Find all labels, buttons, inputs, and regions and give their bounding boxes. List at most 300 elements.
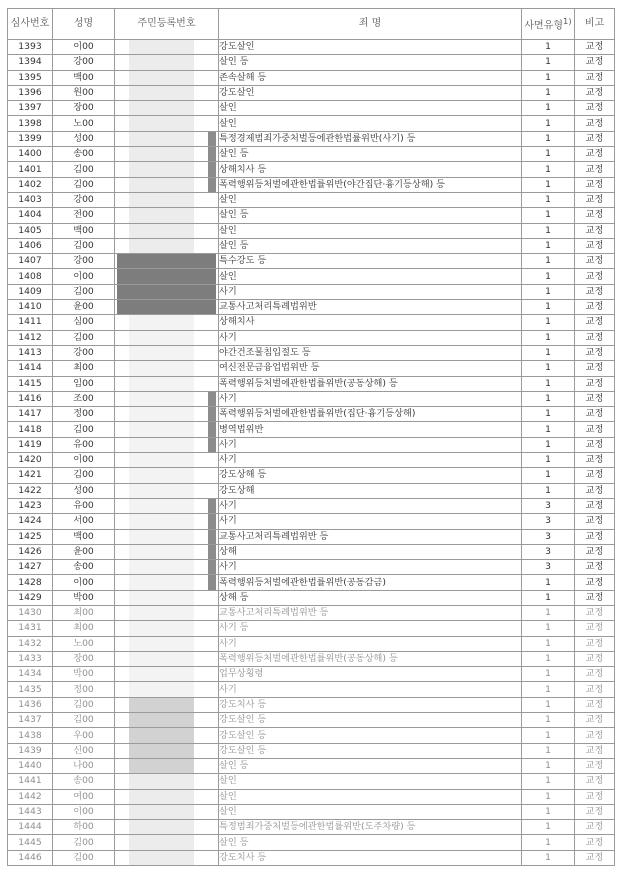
row-crime: 폭력행위등처벌에관한법률위반(야간집단·흉기등상해) 등: [219, 177, 522, 192]
redaction-blur: [117, 300, 216, 314]
row-name: 김00: [53, 284, 115, 299]
row-type: 1: [522, 713, 575, 728]
row-note: 교정: [575, 315, 615, 330]
redaction-blur: [129, 392, 194, 406]
row-name: 송00: [53, 774, 115, 789]
row-number: 1446: [8, 850, 53, 865]
row-name: 장00: [53, 651, 115, 666]
header-type-footnote: 1): [563, 16, 572, 27]
row-type: 1: [522, 269, 575, 284]
row-type: 1: [522, 621, 575, 636]
row-id-number-redacted: [115, 300, 219, 315]
row-number: 1398: [8, 116, 53, 131]
row-id-number-redacted: [115, 590, 219, 605]
row-name: 송00: [53, 147, 115, 162]
row-type: 1: [522, 223, 575, 238]
row-name: 김00: [53, 697, 115, 712]
row-type: 1: [522, 345, 575, 360]
table-row: [8, 514, 615, 529]
row-note: 교정: [575, 789, 615, 804]
row-name: 윤00: [53, 544, 115, 559]
table-row: [8, 85, 615, 100]
row-note: 교정: [575, 85, 615, 100]
row-crime: 교통사고처리특례법위반 등: [219, 529, 522, 544]
row-name: 강00: [53, 55, 115, 70]
row-note: 교정: [575, 728, 615, 743]
redaction-blur: [129, 116, 194, 130]
row-number: 1422: [8, 483, 53, 498]
row-number: 1395: [8, 70, 53, 85]
row-name: 우00: [53, 728, 115, 743]
redaction-edge: [208, 392, 216, 406]
row-name: 성00: [53, 483, 115, 498]
table-row: [8, 636, 615, 651]
row-type: 1: [522, 605, 575, 620]
row-id-number-redacted: [115, 162, 219, 177]
row-crime: 존속살해 등: [219, 70, 522, 85]
redaction-edge: [208, 499, 216, 513]
table-row: [8, 391, 615, 406]
row-number: 1421: [8, 468, 53, 483]
row-crime: 강도살인 등: [219, 713, 522, 728]
row-type: 1: [522, 85, 575, 100]
row-number: 1435: [8, 682, 53, 697]
redaction-blur: [129, 71, 194, 85]
row-note: 교정: [575, 147, 615, 162]
row-name: 이00: [53, 269, 115, 284]
row-type: 1: [522, 850, 575, 865]
row-name: 김00: [53, 713, 115, 728]
row-note: 교정: [575, 131, 615, 146]
redaction-blur: [129, 453, 194, 467]
header-name: 성명: [53, 9, 115, 40]
redaction-blur: [117, 269, 216, 283]
redaction-blur: [129, 606, 194, 620]
table-row: [8, 407, 615, 422]
row-crime: 병역법위반: [219, 422, 522, 437]
row-type: 1: [522, 820, 575, 835]
row-crime: 상해치사: [219, 315, 522, 330]
row-number: 1434: [8, 667, 53, 682]
row-number: 1423: [8, 498, 53, 513]
row-number: 1439: [8, 743, 53, 758]
redaction-blur: [129, 407, 194, 421]
redaction-blur: [129, 545, 194, 559]
table-row: [8, 850, 615, 865]
row-type: 1: [522, 407, 575, 422]
row-crime: 살인: [219, 789, 522, 804]
redaction-blur: [129, 575, 194, 589]
table-row: [8, 590, 615, 605]
redaction-edge: [208, 545, 216, 559]
row-crime: 살인: [219, 269, 522, 284]
row-id-number-redacted: [115, 238, 219, 253]
table-row: [8, 422, 615, 437]
row-number: 1424: [8, 514, 53, 529]
row-name: 김00: [53, 330, 115, 345]
redaction-blur: [129, 162, 194, 176]
row-number: 1405: [8, 223, 53, 238]
row-number: 1410: [8, 300, 53, 315]
row-name: 정00: [53, 407, 115, 422]
row-id-number-redacted: [115, 422, 219, 437]
row-crime: 특정경제범죄가중처벌등에관한법률위반(사기) 등: [219, 131, 522, 146]
row-note: 교정: [575, 223, 615, 238]
row-note: 교정: [575, 300, 615, 315]
redaction-blur: [129, 239, 194, 253]
header-id-number: 주민등록번호: [115, 9, 219, 40]
row-type: 1: [522, 743, 575, 758]
row-number: 1440: [8, 758, 53, 773]
row-note: 교정: [575, 162, 615, 177]
row-note: 교정: [575, 453, 615, 468]
redaction-blur: [129, 682, 194, 696]
row-crime: 사기: [219, 498, 522, 513]
row-id-number-redacted: [115, 713, 219, 728]
row-id-number-redacted: [115, 40, 219, 55]
table-row: [8, 453, 615, 468]
row-number: 1436: [8, 697, 53, 712]
row-note: 교정: [575, 345, 615, 360]
row-id-number-redacted: [115, 651, 219, 666]
redaction-blur: [129, 438, 194, 452]
row-note: 교정: [575, 560, 615, 575]
row-note: 교정: [575, 422, 615, 437]
row-name: 장00: [53, 101, 115, 116]
table-row: [8, 820, 615, 835]
table-row: [8, 376, 615, 391]
row-number: 1412: [8, 330, 53, 345]
row-crime: 강도살인: [219, 40, 522, 55]
table-row: [8, 300, 615, 315]
row-id-number-redacted: [115, 605, 219, 620]
redaction-blur: [117, 285, 216, 299]
table-row: [8, 758, 615, 773]
row-crime: 교통사고처리특례법위반 등: [219, 605, 522, 620]
row-number: 1416: [8, 391, 53, 406]
row-name: 서00: [53, 514, 115, 529]
row-note: 교정: [575, 116, 615, 131]
redaction-blur: [129, 147, 194, 161]
redaction-edge: [208, 575, 216, 589]
table-row: [8, 223, 615, 238]
row-type: 1: [522, 789, 575, 804]
table-row: [8, 147, 615, 162]
row-crime: 살인: [219, 223, 522, 238]
table-row: [8, 667, 615, 682]
row-note: 교정: [575, 208, 615, 223]
row-type: 3: [522, 544, 575, 559]
redaction-blur: [117, 254, 216, 268]
row-id-number-redacted: [115, 453, 219, 468]
redaction-blur: [129, 591, 194, 605]
row-number: 1394: [8, 55, 53, 70]
row-id-number-redacted: [115, 498, 219, 513]
row-crime: 살인 등: [219, 55, 522, 70]
row-type: 1: [522, 177, 575, 192]
redaction-blur: [129, 652, 194, 666]
row-id-number-redacted: [115, 192, 219, 207]
row-note: 교정: [575, 774, 615, 789]
row-number: 1407: [8, 254, 53, 269]
row-id-number-redacted: [115, 85, 219, 100]
row-type: 1: [522, 101, 575, 116]
table-row: [8, 544, 615, 559]
row-type: 3: [522, 560, 575, 575]
row-name: 이00: [53, 804, 115, 819]
redaction-blur: [129, 193, 194, 207]
row-name: 하00: [53, 820, 115, 835]
row-crime: 야간건조물침입절도 등: [219, 345, 522, 360]
row-note: 교정: [575, 713, 615, 728]
redaction-blur: [129, 377, 194, 391]
table-row: [8, 789, 615, 804]
row-id-number-redacted: [115, 575, 219, 590]
redaction-blur: [129, 744, 194, 758]
row-number: 1443: [8, 804, 53, 819]
row-name: 백00: [53, 529, 115, 544]
row-crime: 강도치사 등: [219, 697, 522, 712]
table-row: [8, 345, 615, 360]
row-note: 교정: [575, 758, 615, 773]
row-number: 1441: [8, 774, 53, 789]
table-row: [8, 437, 615, 452]
row-note: 교정: [575, 483, 615, 498]
redaction-blur: [129, 774, 194, 788]
row-crime: 특정범죄가중처벌등에관한법률위반(도주차량) 등: [219, 820, 522, 835]
row-type: 1: [522, 575, 575, 590]
row-id-number-redacted: [115, 177, 219, 192]
row-type: 1: [522, 131, 575, 146]
row-crime: 살인 등: [219, 758, 522, 773]
redaction-blur: [129, 499, 194, 513]
row-name: 박00: [53, 590, 115, 605]
row-note: 교정: [575, 850, 615, 865]
row-crime: 살인: [219, 804, 522, 819]
row-note: 교정: [575, 238, 615, 253]
row-id-number-redacted: [115, 407, 219, 422]
table-row: [8, 560, 615, 575]
row-number: 1425: [8, 529, 53, 544]
row-name: 백00: [53, 223, 115, 238]
row-crime: 교통사고처리특례법위반: [219, 300, 522, 315]
row-type: 1: [522, 315, 575, 330]
row-note: 교정: [575, 636, 615, 651]
redaction-blur: [129, 667, 194, 681]
row-type: 3: [522, 529, 575, 544]
row-crime: 강도살인: [219, 85, 522, 100]
row-number: 1428: [8, 575, 53, 590]
row-type: 1: [522, 391, 575, 406]
row-type: 1: [522, 147, 575, 162]
redaction-edge: [208, 178, 216, 192]
row-note: 교정: [575, 544, 615, 559]
pardon-list-table: [7, 8, 615, 866]
redaction-blur: [129, 346, 194, 360]
redaction-blur: [129, 331, 194, 345]
table-row: [8, 116, 615, 131]
row-type: 1: [522, 162, 575, 177]
row-note: 교정: [575, 70, 615, 85]
row-crime: 폭력행위등처벌에관한법률위반(공동상해) 등: [219, 651, 522, 666]
redaction-blur: [129, 728, 194, 742]
row-number: 1404: [8, 208, 53, 223]
row-crime: 상해 등: [219, 590, 522, 605]
table-row: [8, 101, 615, 116]
row-note: 교정: [575, 575, 615, 590]
table-row: [8, 621, 615, 636]
row-note: 교정: [575, 407, 615, 422]
redaction-edge: [208, 407, 216, 421]
row-id-number-redacted: [115, 682, 219, 697]
row-number: 1432: [8, 636, 53, 651]
row-name: 신00: [53, 743, 115, 758]
row-note: 교정: [575, 192, 615, 207]
row-name: 백00: [53, 70, 115, 85]
row-id-number-redacted: [115, 529, 219, 544]
row-crime: 살인 등: [219, 208, 522, 223]
table-row: [8, 651, 615, 666]
row-crime: 강도살인 등: [219, 743, 522, 758]
row-name: 최00: [53, 605, 115, 620]
row-type: 1: [522, 361, 575, 376]
row-id-number-redacted: [115, 743, 219, 758]
row-type: 1: [522, 728, 575, 743]
table-row: [8, 743, 615, 758]
redaction-blur: [129, 86, 194, 100]
row-type: 1: [522, 651, 575, 666]
row-number: 1413: [8, 345, 53, 360]
row-note: 교정: [575, 177, 615, 192]
row-note: 교정: [575, 804, 615, 819]
row-crime: 사기: [219, 391, 522, 406]
row-id-number-redacted: [115, 774, 219, 789]
header-crime: 죄 명: [219, 9, 522, 40]
redaction-blur: [129, 790, 194, 804]
row-type: 1: [522, 422, 575, 437]
table-row: [8, 605, 615, 620]
table-row: [8, 682, 615, 697]
row-id-number-redacted: [115, 820, 219, 835]
row-name: 유00: [53, 498, 115, 513]
redaction-blur: [129, 361, 194, 375]
row-name: 김00: [53, 162, 115, 177]
row-crime: 살인: [219, 192, 522, 207]
row-note: 교정: [575, 284, 615, 299]
redaction-blur: [129, 422, 194, 436]
row-note: 교정: [575, 101, 615, 116]
row-number: 1415: [8, 376, 53, 391]
table-row: [8, 361, 615, 376]
row-name: 조00: [53, 391, 115, 406]
row-number: 1411: [8, 315, 53, 330]
row-number: 1442: [8, 789, 53, 804]
row-note: 교정: [575, 55, 615, 70]
row-number: 1433: [8, 651, 53, 666]
row-crime: 살인: [219, 101, 522, 116]
row-id-number-redacted: [115, 284, 219, 299]
row-id-number-redacted: [115, 391, 219, 406]
row-id-number-redacted: [115, 514, 219, 529]
row-id-number-redacted: [115, 70, 219, 85]
redaction-edge: [208, 514, 216, 528]
row-id-number-redacted: [115, 147, 219, 162]
table-row: [8, 468, 615, 483]
row-type: 1: [522, 804, 575, 819]
row-type: 1: [522, 116, 575, 131]
row-name: 송00: [53, 560, 115, 575]
row-note: 교정: [575, 468, 615, 483]
row-crime: 강도치사 등: [219, 850, 522, 865]
row-number: 1429: [8, 590, 53, 605]
row-type: 3: [522, 498, 575, 513]
row-number: 1402: [8, 177, 53, 192]
redaction-edge: [208, 422, 216, 436]
row-note: 교정: [575, 651, 615, 666]
row-note: 교정: [575, 621, 615, 636]
row-type: 1: [522, 238, 575, 253]
redaction-blur: [129, 468, 194, 482]
row-crime: 특수강도 등: [219, 254, 522, 269]
table-row: [8, 315, 615, 330]
table-row: [8, 529, 615, 544]
row-crime: 폭력행위등처벌에관한법률위반(공동감금): [219, 575, 522, 590]
row-name: 정00: [53, 682, 115, 697]
row-note: 교정: [575, 391, 615, 406]
row-note: 교정: [575, 529, 615, 544]
row-number: 1438: [8, 728, 53, 743]
row-id-number-redacted: [115, 468, 219, 483]
table-row: [8, 284, 615, 299]
row-crime: 사기: [219, 514, 522, 529]
row-crime: 살인 등: [219, 238, 522, 253]
row-type: 1: [522, 376, 575, 391]
row-name: 최00: [53, 621, 115, 636]
row-type: 1: [522, 284, 575, 299]
row-number: 1399: [8, 131, 53, 146]
row-name: 김00: [53, 468, 115, 483]
row-crime: 상해치사 등: [219, 162, 522, 177]
table-row: [8, 713, 615, 728]
row-id-number-redacted: [115, 208, 219, 223]
row-note: 교정: [575, 437, 615, 452]
row-id-number-redacted: [115, 804, 219, 819]
row-crime: 강도살인 등: [219, 728, 522, 743]
row-id-number-redacted: [115, 544, 219, 559]
table-row: [8, 804, 615, 819]
redaction-edge: [208, 147, 216, 161]
row-type: 1: [522, 70, 575, 85]
redaction-blur: [129, 820, 194, 834]
row-note: 교정: [575, 269, 615, 284]
redaction-edge: [208, 438, 216, 452]
table-row: [8, 208, 615, 223]
redaction-blur: [129, 713, 194, 727]
row-name: 유00: [53, 437, 115, 452]
row-name: 박00: [53, 667, 115, 682]
row-id-number-redacted: [115, 345, 219, 360]
row-crime: 여신전문금융업법위반 등: [219, 361, 522, 376]
redaction-blur: [129, 224, 194, 238]
row-type: 1: [522, 697, 575, 712]
row-number: 1420: [8, 453, 53, 468]
redaction-blur: [129, 759, 194, 773]
row-name: 김00: [53, 177, 115, 192]
row-id-number-redacted: [115, 376, 219, 391]
redaction-blur: [129, 208, 194, 222]
table-row: [8, 269, 615, 284]
row-name: 강00: [53, 345, 115, 360]
